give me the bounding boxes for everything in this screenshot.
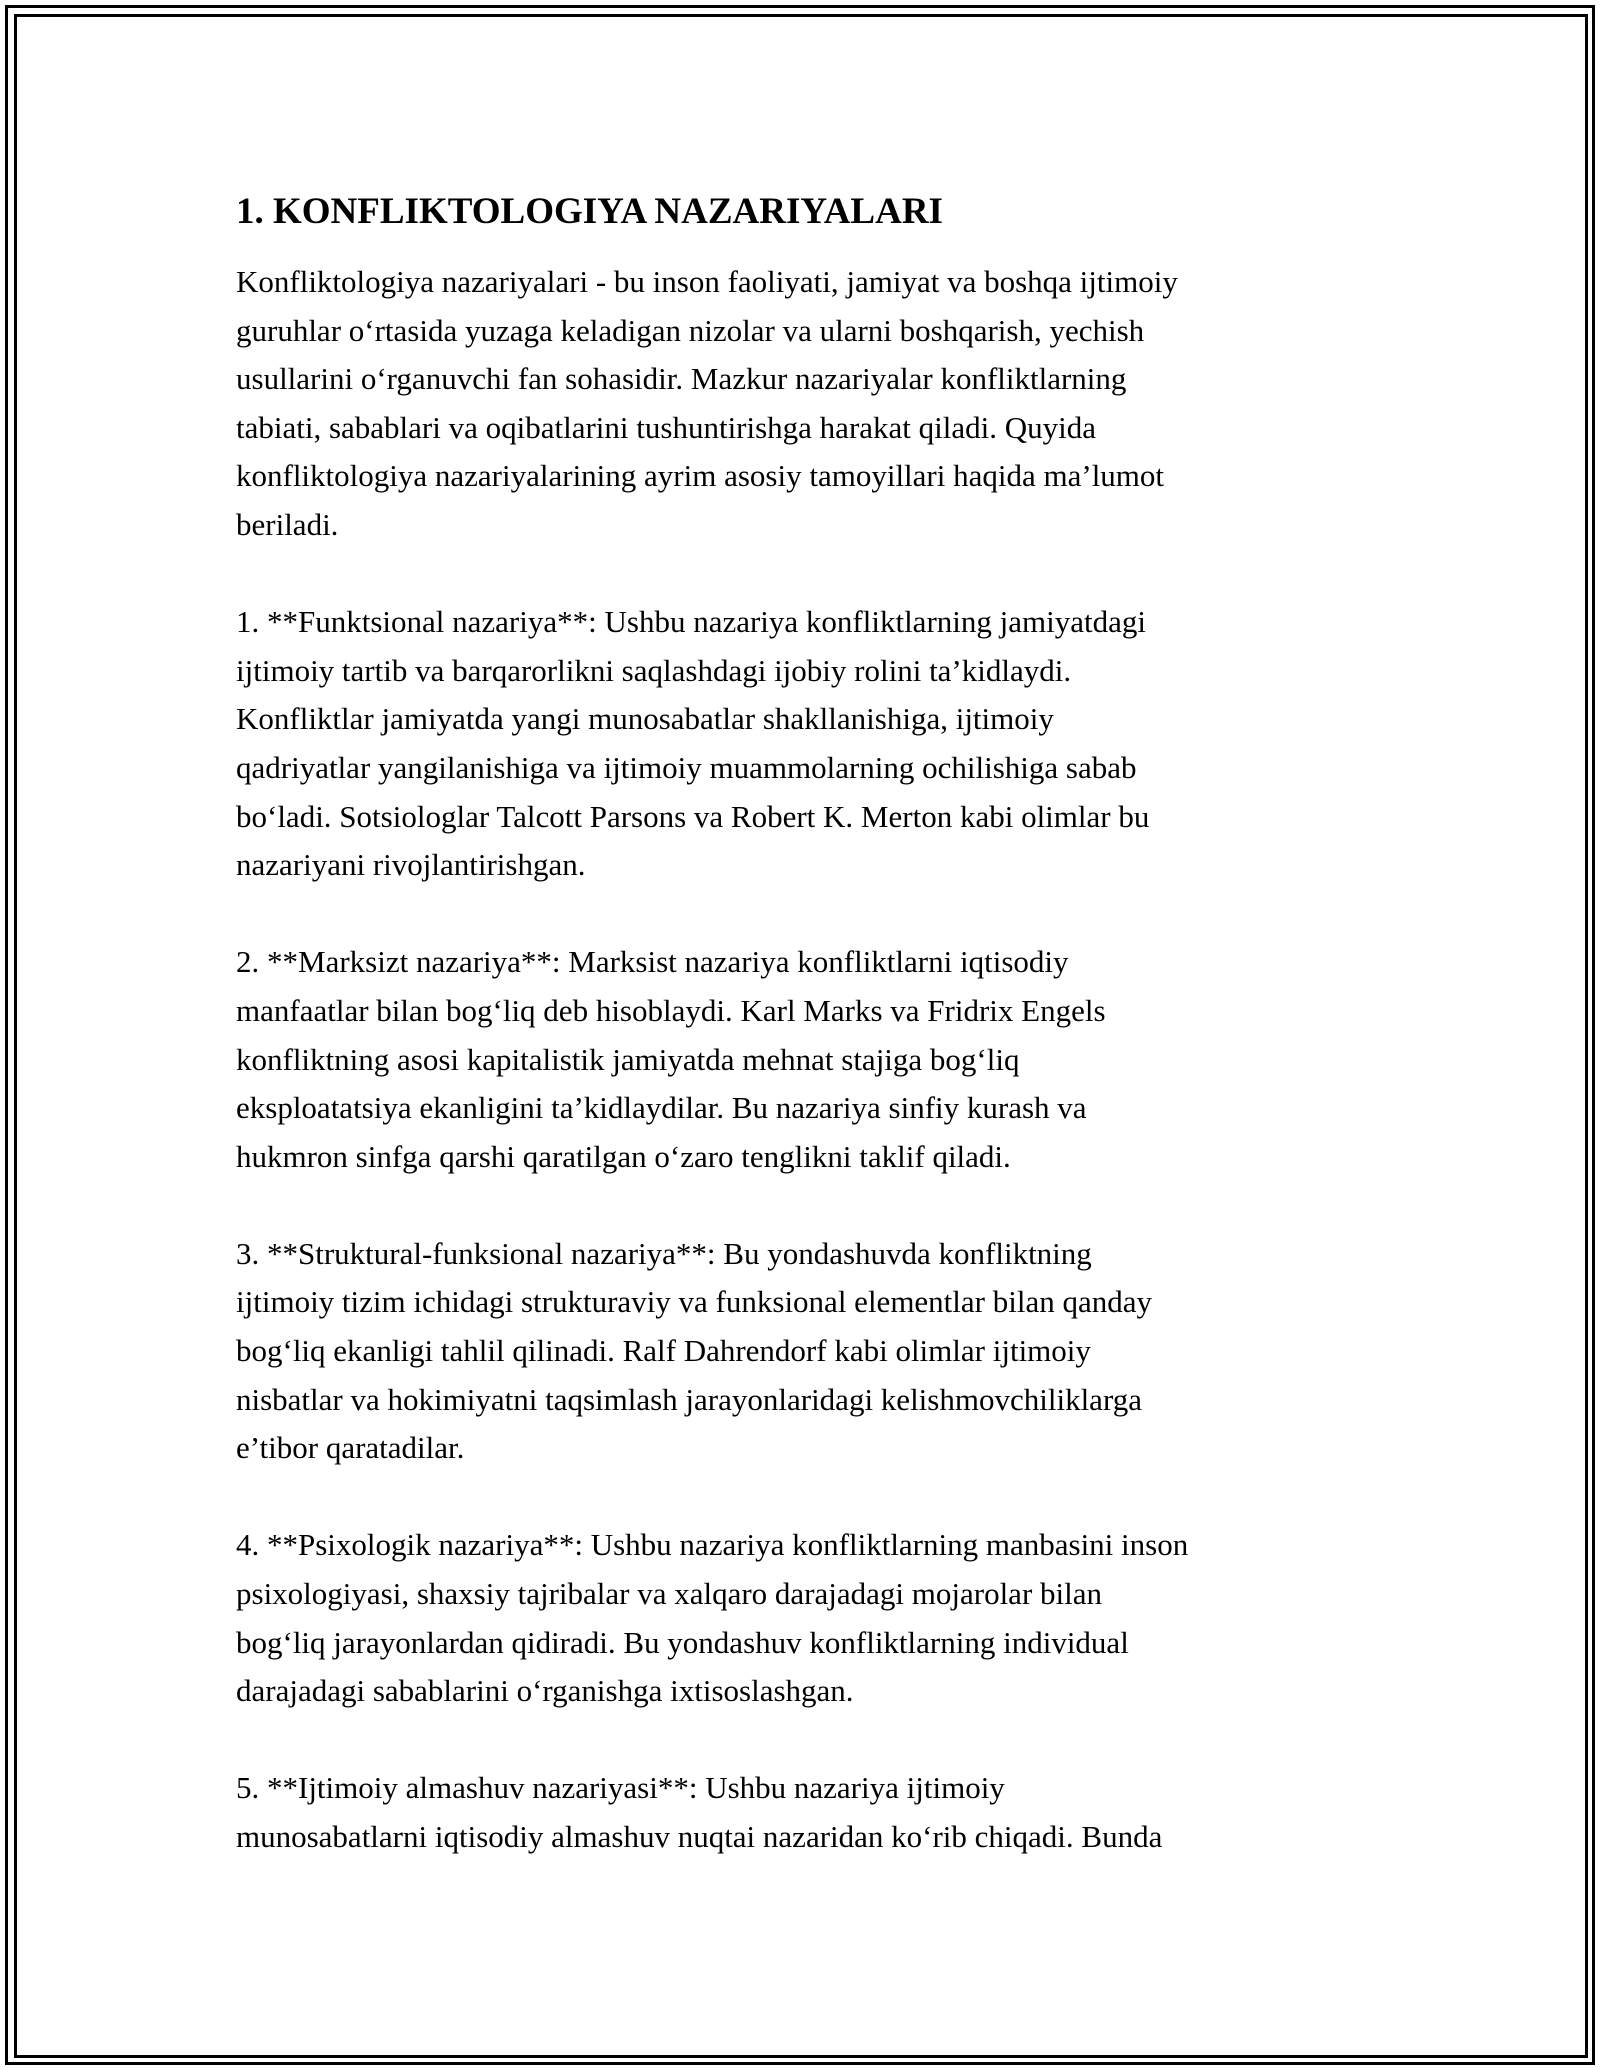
text-line: 5. **Ijtimoiy almashuv nazariyasi**: Ushbu nazariya ijtimoiy xyxy=(236,1770,1005,1806)
text-line: nazariyani rivojlantirishgan. xyxy=(236,847,586,883)
text-line: bog‘liq jarayonlardan qidiradi. Bu yondashuv konfliktlarning individual xyxy=(236,1624,1129,1660)
text-line: qadriyatlar yangilanishiga va ijtimoiy muammolarning ochilishiga sabab xyxy=(236,749,1137,785)
text-line: munosabatlarni iqtisodiy almashuv nuqtai nazaridan ko‘rib chiqadi. Bunda xyxy=(236,1819,1163,1854)
text-line: hukmron sinfga qarshi qaratilgan o‘zaro tenglikni taklif qiladi. xyxy=(236,1138,1011,1174)
paragraph xyxy=(236,1764,1386,1861)
text-line: ijtimoiy tartib va barqarorlikni saqlashdagi ijobiy rolini ta’kidlaydi. xyxy=(236,652,1072,688)
text-line: 2. **Marksizt nazariya**: Marksist nazariya konfliktlarni iqtisodiy xyxy=(236,944,1069,980)
text-line: manfaatlar bilan bog‘liq deb hisoblaydi. Karl Marks va Fridrix Engels xyxy=(236,992,1106,1028)
text-line: 4. **Psixologik nazariya**: Ushbu nazariya konfliktlarning manbasini inson xyxy=(236,1527,1189,1563)
text-line: beriladi. xyxy=(236,506,339,542)
paragraph xyxy=(236,258,1386,550)
paragraph-list xyxy=(236,258,1386,1862)
text-line: nisbatlar va hokimiyatni taqsimlash jarayonlaridagi kelishmovchiliklarga xyxy=(236,1381,1142,1417)
paragraph xyxy=(236,1230,1386,1473)
document-title: 1. KONFLIKTOLOGIYA NAZARIYALARI xyxy=(236,191,943,232)
text-line: tabiati, sabablari va oqibatlarini tushuntirishga harakat qiladi. Quyida xyxy=(236,409,1097,445)
document-body xyxy=(236,188,1386,1910)
text-line: 1. **Funktsional nazariya**: Ushbu nazariya konfliktlarning jamiyatdagi xyxy=(236,604,1146,640)
text-line: e’tibor qaratadilar. xyxy=(236,1430,465,1466)
text-line: konfliktologiya nazariyalarining ayrim asosiy tamoyillari haqida ma’lumot xyxy=(236,458,1165,494)
text-line: usullarini o‘rganuvchi fan sohasidir. Mazkur nazariyalar konfliktlarning xyxy=(236,361,1127,397)
text-line: psixologiyasi, shaxsiy tajribalar va xalqaro darajadagi mojarolar bilan xyxy=(236,1576,1103,1612)
text-line: eksploatatsiya ekanligini ta’kidlaydilar. Bu nazariya sinfiy kurash va xyxy=(236,1090,1087,1126)
text-line: Konfliktlar jamiyatda yangi munosabatlar shakllanishiga, ijtimoiy xyxy=(236,701,1054,737)
text-line: bo‘ladi. Sotsiologlar Talcott Parsons va Robert K. Merton kabi olimlar bu xyxy=(236,798,1150,834)
text-line: guruhlar o‘rtasida yuzaga keladigan nizolar va ularni boshqarish, yechish xyxy=(236,312,1145,348)
paragraph xyxy=(236,598,1386,890)
text-line: Konfliktologiya nazariyalari - bu inson faoliyati, jamiyat va boshqa ijtimoiy xyxy=(236,264,1178,299)
text-line: 3. **Struktural-funksional nazariya**: Bu yondashuvda konfliktning xyxy=(236,1235,1092,1271)
paragraph xyxy=(236,938,1386,1181)
text-line: bog‘liq ekanligi tahlil qilinadi. Ralf Dahrendorf kabi olimlar ijtimoiy xyxy=(236,1333,1091,1369)
paragraph xyxy=(236,1521,1386,1715)
text-line: ijtimoiy tizim ichidagi strukturaviy va funksional elementlar bilan qanday xyxy=(236,1284,1152,1320)
text-line: darajadagi sabablarini o‘rganishga ixtisoslashgan. xyxy=(236,1673,854,1709)
text-line: konfliktning asosi kapitalistik jamiyatda mehnat stajiga bog‘liq xyxy=(236,1041,1020,1077)
